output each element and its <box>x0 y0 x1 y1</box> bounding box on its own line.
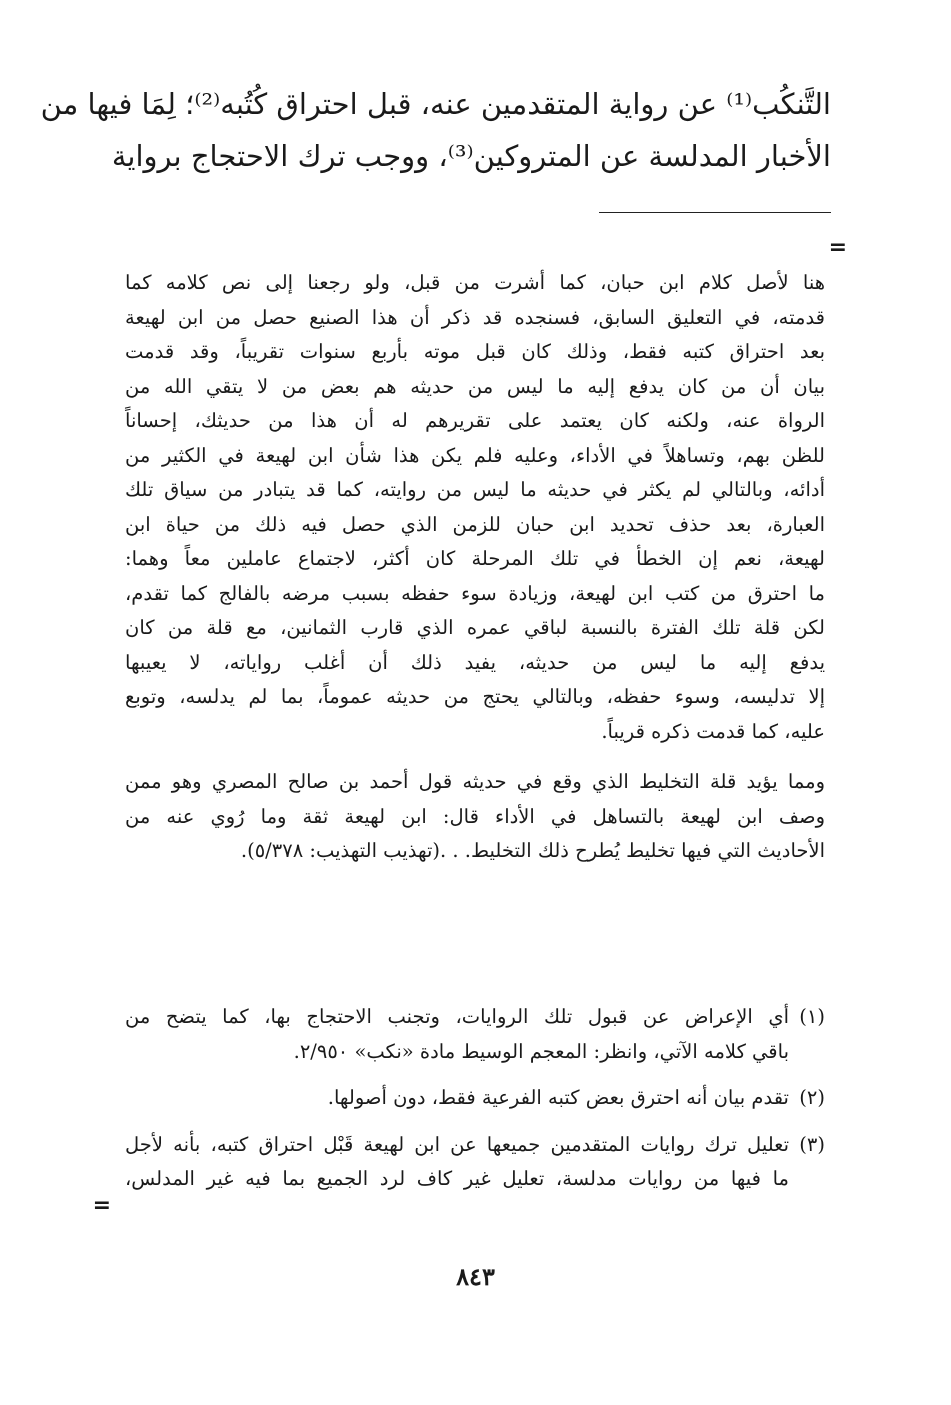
footnote-2 <box>125 1081 825 1116</box>
footnote-line: لكن قلة تلك الفترة بالنسبة لباقي عمره الذي قارب الثمانين، مع قلة من كان <box>125 616 825 639</box>
continuation-mark-top: = <box>828 235 847 260</box>
footnote-line: بيان أن من كان يدفع إليه ما ليس من حديثه هم بعض من لا يتقي الله من <box>125 374 825 398</box>
footnote-line: لهيعة، نعم إن الخطأ في تلك المرحلة كان أكثر، لاجتماع عاملين معاً وهما: <box>125 547 825 570</box>
footnote-line: بعد احتراق كتبه فقط، وذلك كان قبل موته بأربع سنوات تقريباً، وقد قدمت <box>125 340 825 363</box>
page-number: ٨٤٣ <box>456 1262 495 1291</box>
footnote-3 <box>125 1128 825 1197</box>
main-text <box>40 78 831 182</box>
footnote-separator <box>599 212 831 213</box>
footnote-line: باقي كلامه الآتي، وانظر: المعجم الوسيط مادة «نكب» ٢/٩٥٠. <box>293 1039 789 1063</box>
footnote-number: (١) <box>799 1005 825 1028</box>
continuation-mark-bottom: = <box>92 1193 111 1218</box>
footnote-line: قدمته، في التعليق السابق، فسنجده قد ذكر أن هذا الصنيع حصل من ابن لهيعة <box>125 305 825 329</box>
footnote-line: عليه، كما قدمت ذكره قريباً. <box>601 719 825 743</box>
footnote-1 <box>125 1000 825 1069</box>
footnote-line: إلا تدليسه، وسوء حفظه، وبالتالي يحتج من حديثه عموماً، بما لم يدلسه، وتوبع <box>125 685 825 708</box>
footnote-line: للظن بهم، وتساهلاً في الأداء، وعليه فلم يكن هذا شأن ابن لهيعة في الكثير من <box>125 443 825 467</box>
footnote-line: أي الإعراض عن قبول تلك الروايات، وتجنب الاحتجاج بها، كما يتضح من <box>125 1005 789 1028</box>
footnote-line: ما فيها من روايات مدلسة، تعليل غير كاف لرد الجميع بما فيه غير المدلس، <box>125 1167 789 1190</box>
footnote-paragraph-2 <box>125 765 825 869</box>
footnote-line: تعليل ترك روايات المتقدمين جميعها عن ابن لهيعة قَبْل احتراق كتبه، بأنه لأجل <box>125 1132 789 1156</box>
footnote-continuation <box>125 266 825 869</box>
footnote-line: الأحاديث التي فيها تخليط يُطرح ذلك التخليط. . .(تهذيب التهذيب: ٥/٣٧٨). <box>240 839 825 862</box>
footnote-line: العبارة، بعد حذف تحديد ابن حبان للزمن الذي حصل فيه ذلك من حياة ابن <box>125 512 825 536</box>
footnote-number: (٣) <box>799 1132 825 1156</box>
footnote-paragraph-1 <box>125 266 825 749</box>
footnote-line: الرواة عنه، ولكنه كان يعتمد على تقريرهم له أن هذا من حديثك، إحساناً <box>125 409 825 432</box>
footnote-number: (٢) <box>799 1086 825 1109</box>
footnote-line: تقدم بيان أنه احترق بعض كتبه الفرعية فقط، دون أصولها. <box>327 1086 789 1109</box>
footnote-line: ومما يؤيد قلة التخليط الذي وقع في حديثه قول أحمد بن صالح المصري وهو ممن <box>125 770 825 793</box>
footnotes <box>125 1000 825 1209</box>
footnote-line: هنا لأصل كلام ابن حبان، كما أشرت من قبل، ولو رجعنا إلى نص كلامه كما <box>125 271 825 294</box>
main-text-line: الأخبار المدلسة عن المتروكين⁽³⁾، ووجب ترك الاحتجاج برواية <box>111 139 831 173</box>
footnote-line: يدفع إليه ما ليس من حديثه، يفيد ذلك أن أغلب رواياته، لا يعيبها <box>125 650 825 674</box>
main-text-line: التَّنكُب⁽¹⁾ عن رواية المتقدمين عنه، قبل احتراق كُتُبه⁽²⁾؛ لِمَا فيها من <box>40 87 831 121</box>
footnote-line: أدائه، وبالتالي لم يكثر في حديثه ما ليس من روايته، كما قد يتبادر من سياق تلك <box>125 478 825 501</box>
footnote-line: ما احترق من كتب ابن لهيعة، وزيادة سوء حفظه بسبب مرضه بالفالج كما تقدم، <box>125 581 825 605</box>
footnote-line: وصف ابن لهيعة بالتساهل في الأداء قال: ابن لهيعة ثقة وما رُوي عنه من <box>125 804 825 828</box>
